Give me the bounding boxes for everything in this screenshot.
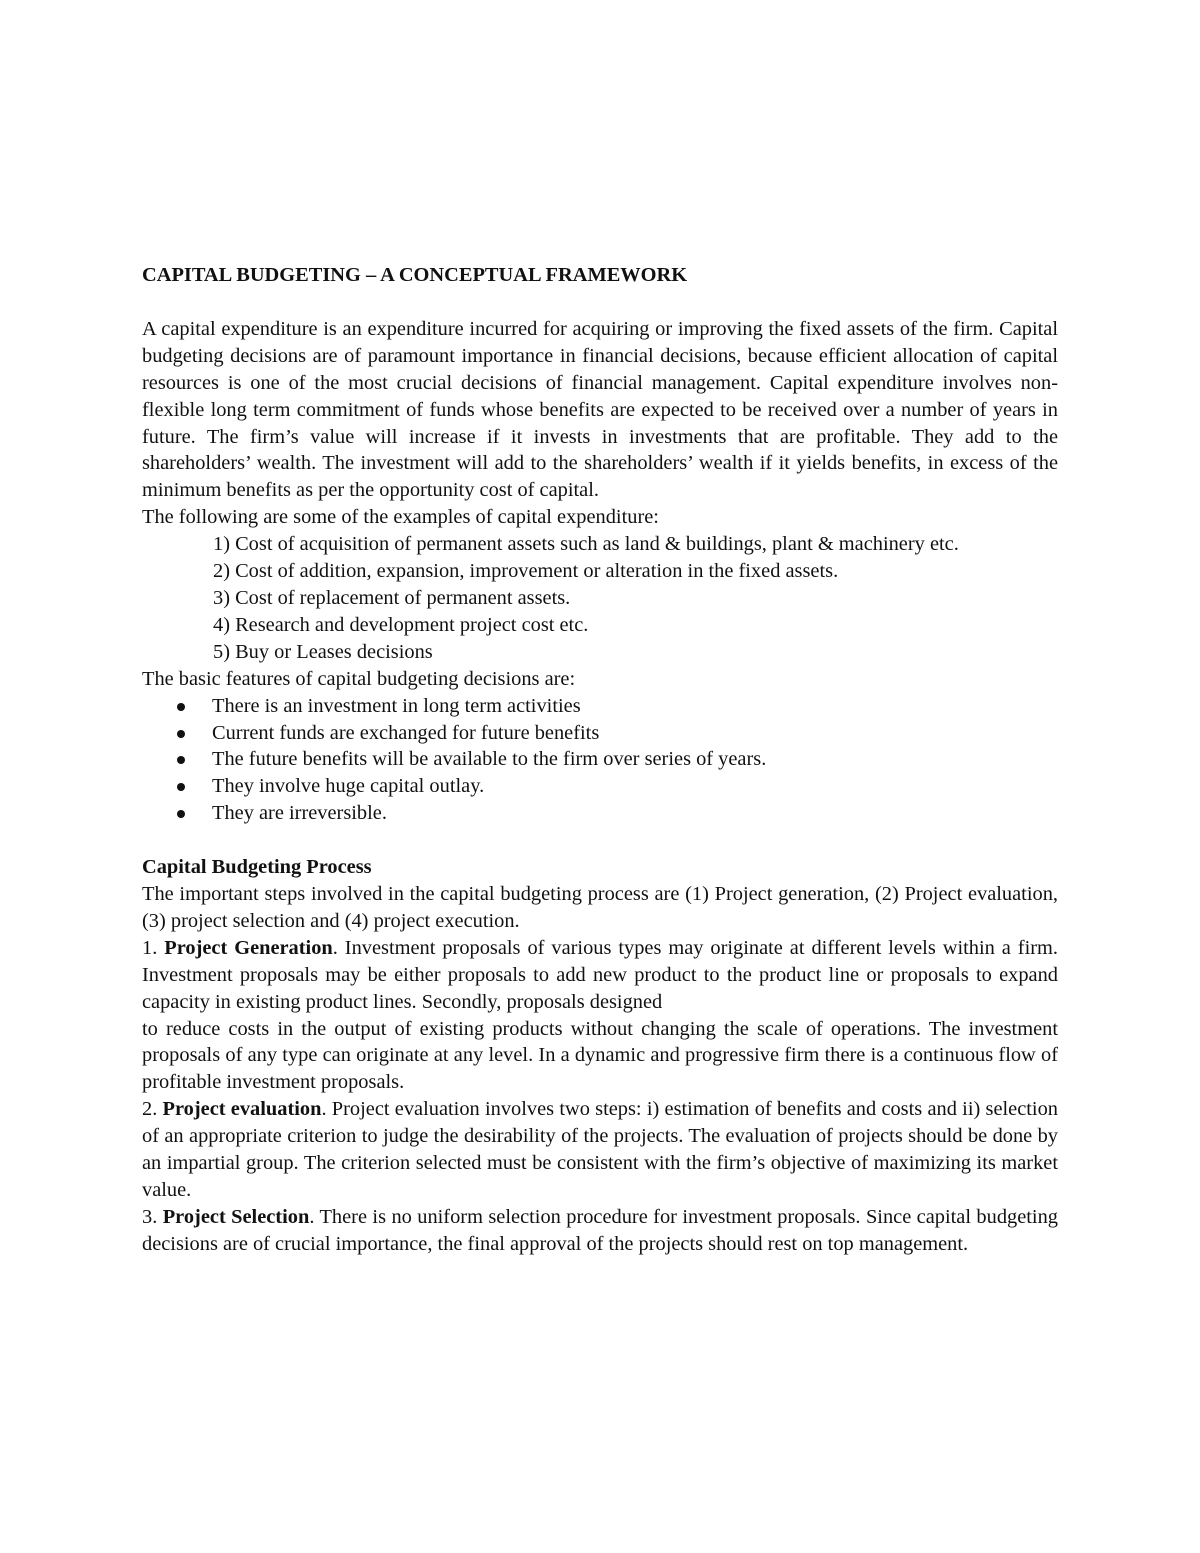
step-text: . Project evaluation involves two steps: i) estimation of benefits and costs and ii) selection of an appropriate criterion to judge the desirability of the projects. The evaluation of projects should be done by an impartial group. The criterion selected must be consistent with the firm’s objective of maximizing its market value.: [142, 1098, 1058, 1201]
document-page: [142, 262, 1058, 1258]
step-project-evaluation: [142, 1096, 1058, 1204]
examples-intro: The following are some of the examples of capital expenditure:: [142, 506, 659, 529]
step-number: 1.: [142, 936, 158, 959]
step-project-generation-continued: to reduce costs in the output of existing products without changing the scale of operations. The investment proposals of any type can originate at any level. In a dynamic and progressive firm there is a continuous flow of profitable investment proposals.: [142, 1017, 1058, 1094]
list-item-text: They are irreversible.: [212, 802, 387, 825]
bullet-icon: [177, 783, 185, 791]
bullet-icon: [177, 730, 185, 738]
bullet-icon: [177, 810, 185, 818]
process-intro: The important steps involved in the capital budgeting process are (1) Project generation, (2) Project evaluation, (3) project selection and (4) project execution.: [142, 883, 1058, 932]
step-label: Project Selection: [162, 1205, 310, 1228]
step-project-generation: [142, 935, 1058, 1016]
list-item: 1) Cost of acquisition of permanent assets such as land & buildings, plant & machinery etc.: [213, 533, 959, 556]
step-label: Project Generation: [164, 936, 333, 959]
list-item-text: They involve huge capital outlay.: [212, 775, 485, 798]
list-item: [142, 693, 1058, 720]
step-number: 2.: [142, 1098, 158, 1121]
examples-list: [142, 531, 1058, 666]
list-item: [142, 773, 1058, 800]
step-text: . Investment proposals of various types may originate at different levels within a firm. Investment proposals may be either proposals to add new product to the product line or proposals to expand capacity in existing product lines. Secondly, proposals designed: [142, 936, 1058, 1013]
list-item: 3) Cost of replacement of permanent assets.: [213, 586, 571, 609]
list-item: 5) Buy or Leases decisions: [213, 640, 433, 663]
list-item-text: Current funds are exchanged for future benefits: [212, 721, 600, 744]
bullet-icon: [177, 703, 185, 711]
step-label: Project evaluation: [162, 1098, 322, 1121]
list-item: 4) Research and development project cost etc.: [213, 613, 589, 636]
features-intro: The basic features of capital budgeting decisions are:: [142, 667, 576, 690]
bullet-icon: [177, 756, 185, 764]
list-item-text: The future benefits will be available to the firm over series of years.: [212, 748, 767, 771]
document-title: CAPITAL BUDGETING – A CONCEPTUAL FRAMEWORK: [142, 264, 688, 286]
list-item-text: There is an investment in long term activities: [212, 694, 581, 717]
process-heading: Capital Budgeting Process: [142, 856, 372, 879]
list-item: [142, 800, 1058, 827]
step-number: 3.: [142, 1205, 158, 1228]
step-text: . There is no uniform selection procedure for investment proposals. Since capital budgeting decisions are of crucial importance, the final approval of the projects should rest on top management.: [142, 1205, 1058, 1255]
step-project-selection: [142, 1204, 1058, 1258]
intro-paragraph: A capital expenditure is an expenditure incurred for acquiring or improving the fixed assets of the firm. Capital budgeting decisions are of paramount importance in financial decisions, because efficient allocation of capital resources is one of the most crucial decisions of financial management. Capital expenditure involves non-flexible long term commitment of funds whose benefits are expected to be received over a number of years in future. The firm’s value will increase if it invests in investments that are profitable. They add to the shareholders’ wealth. The investment will add to the shareholders’ wealth if it yields benefits, in excess of the minimum benefits as per the opportunity cost of capital.: [142, 317, 1058, 502]
list-item: [142, 746, 1058, 773]
features-list: [142, 693, 1058, 828]
list-item: [142, 720, 1058, 747]
list-item: 2) Cost of addition, expansion, improvement or alteration in the fixed assets.: [213, 560, 839, 583]
